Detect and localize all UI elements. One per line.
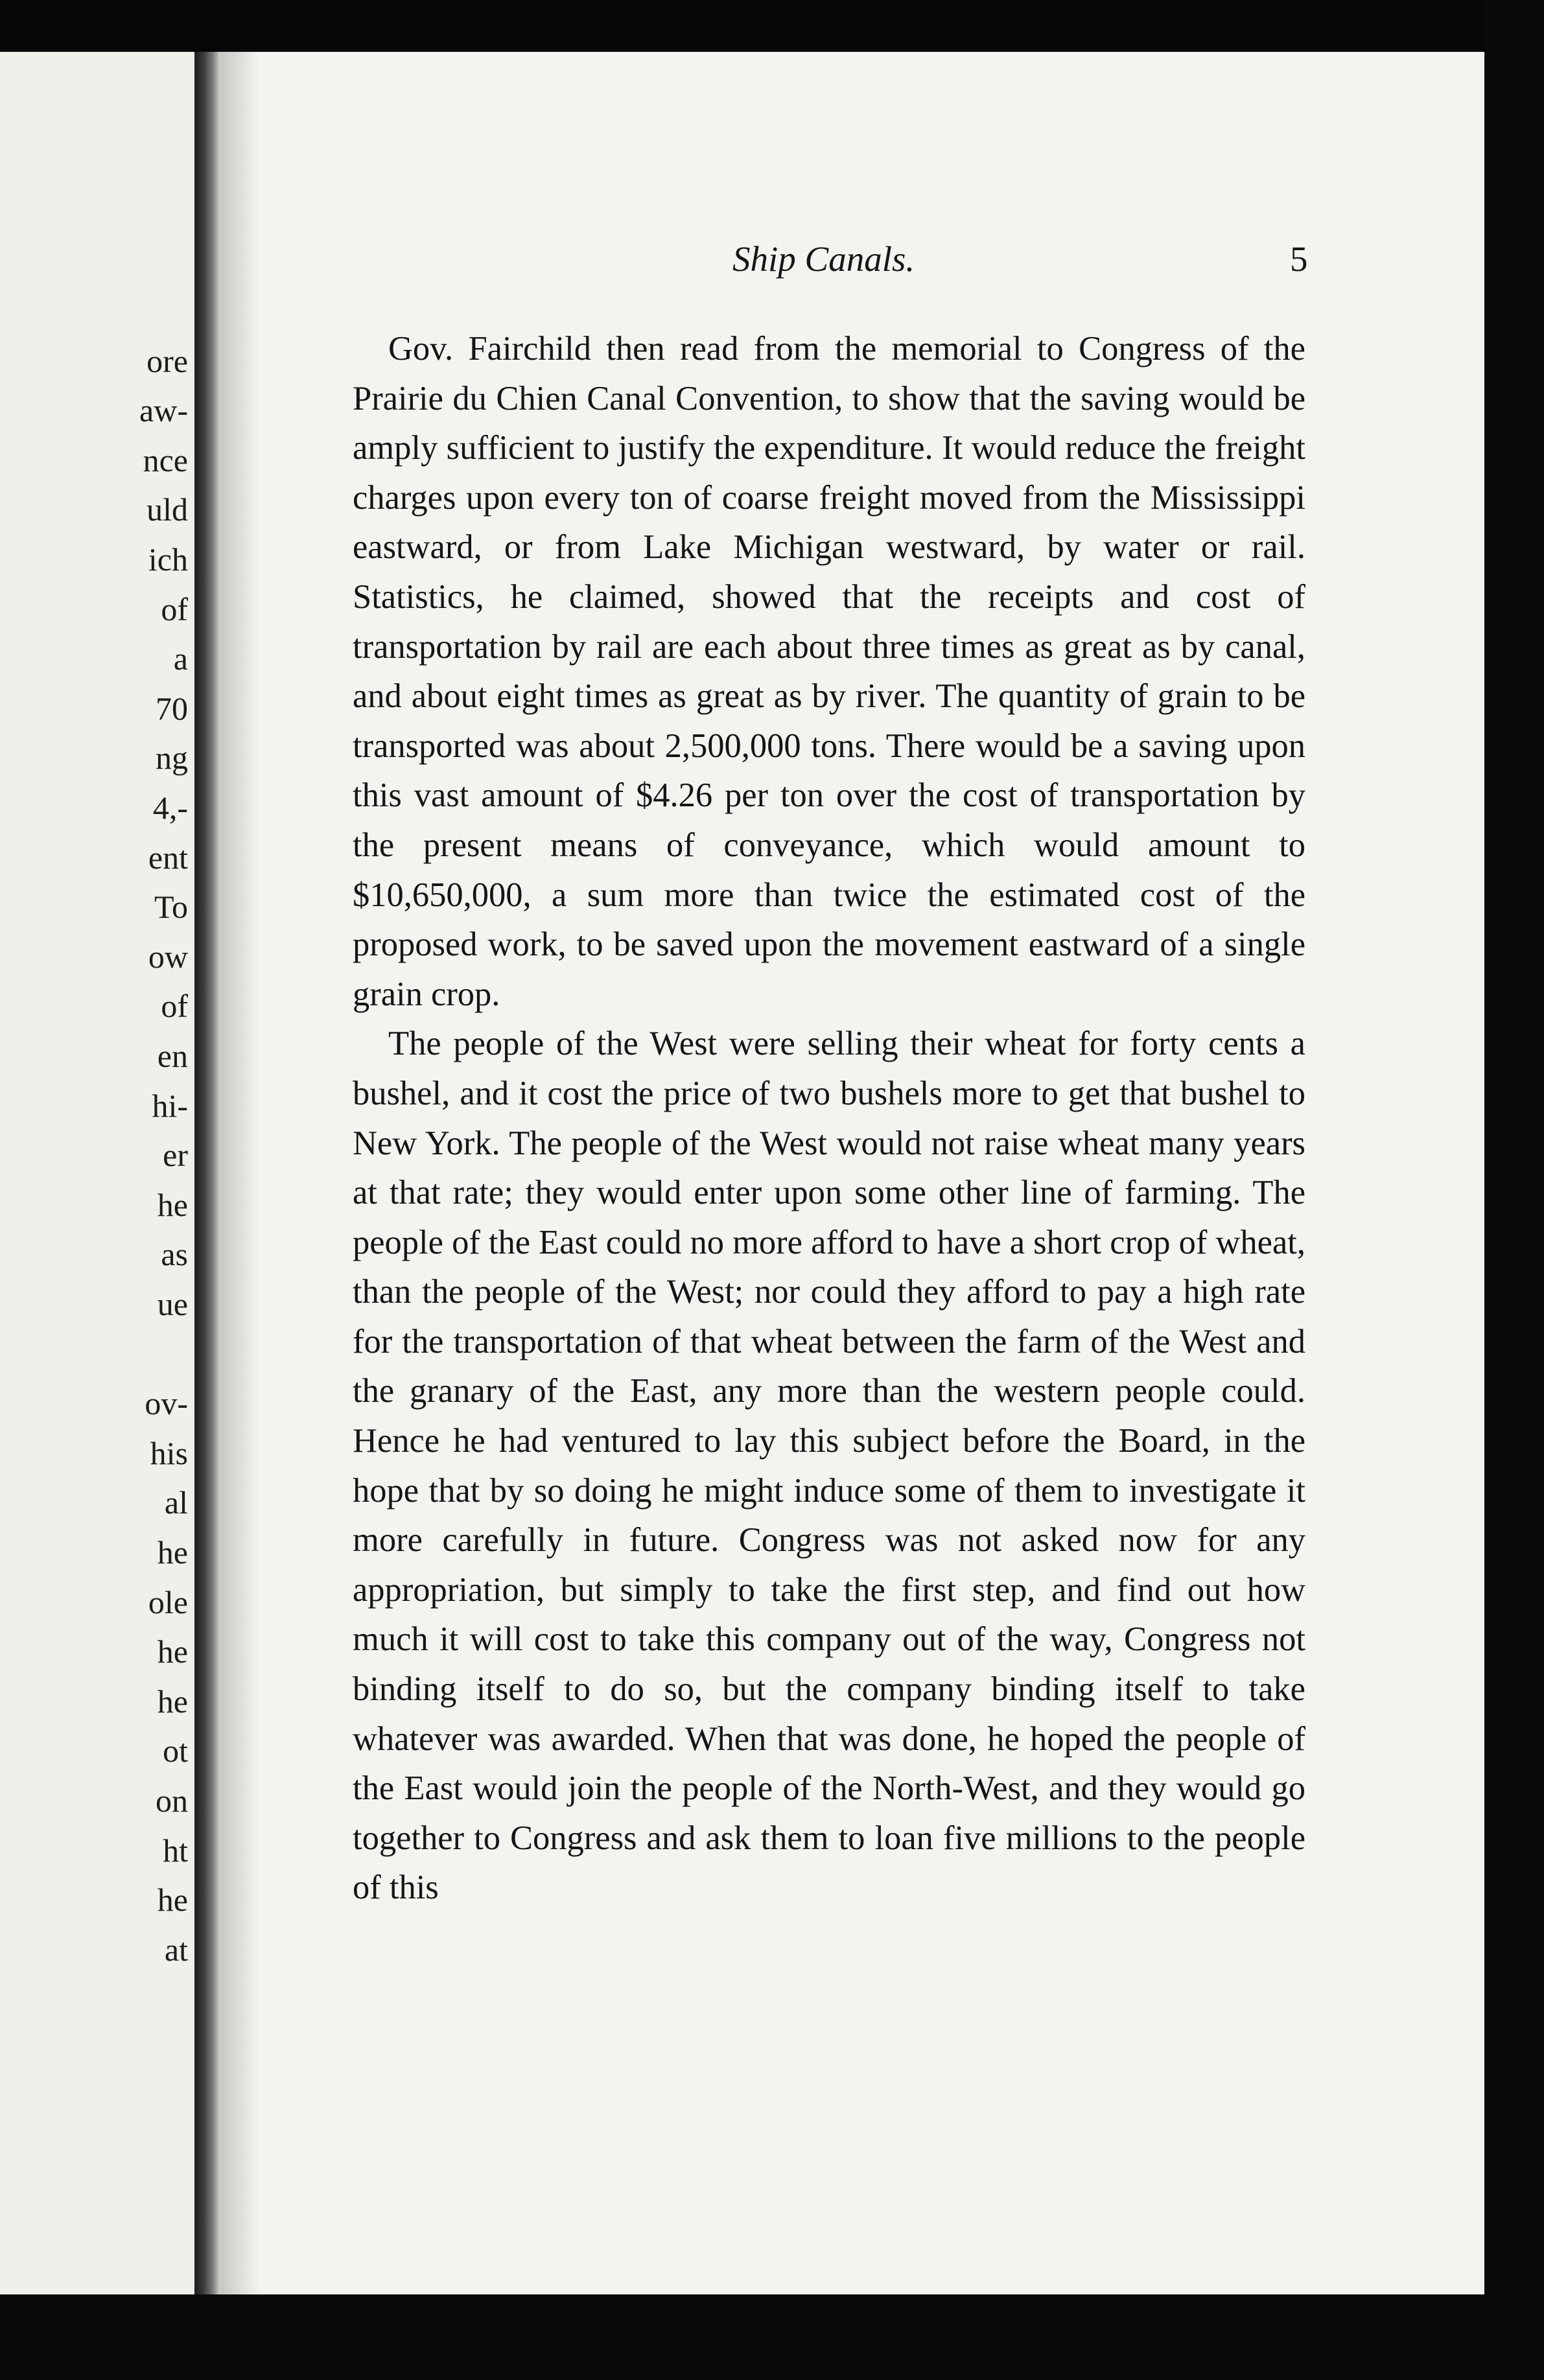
scan-right-border <box>1484 0 1544 2380</box>
previous-page-line: ov- <box>145 1385 188 1421</box>
page-shadow <box>220 52 259 2294</box>
previous-page-line: aw- <box>139 392 188 428</box>
previous-page-line: er <box>163 1137 188 1173</box>
previous-page-line: ore <box>146 343 188 379</box>
page-number: 5 <box>1290 239 1308 279</box>
previous-page-line: ot <box>163 1732 188 1769</box>
previous-page-line: al <box>164 1484 188 1521</box>
book-gutter <box>194 52 220 2294</box>
previous-page-line: 4,- <box>152 789 188 826</box>
previous-page-line: ng <box>156 740 188 776</box>
previous-page-line: ht <box>163 1832 188 1869</box>
previous-page-line: ue <box>157 1286 188 1322</box>
previous-page-line: To <box>154 889 188 925</box>
previous-page-line: he <box>157 1534 188 1570</box>
previous-page-line: as <box>161 1236 188 1272</box>
previous-page-line: at <box>164 1931 188 1968</box>
paragraph: Gov. Fairchild then read from the memorial to Congress of the Prairie du Chien Canal Convention, to show that the saving would be amply sufficient to justify the expenditure. It would reduce the freight charges upon every ton of coarse freight moved from the Mississippi eastward, or from Lake Michigan westward, by water or rail. Statistics, he claimed, showed that the receipts and cost of transportation by rail are each about three times as great as by canal, and about eight times as great as by river. The quantity of grain to be transported was about 2,500,000 tons. There would be a saving upon this vast amount of $4.26 per ton over the cost of transportation by the present means of conveyance, which would amount to $10,650,000, a sum more than twice the estimated cost of the proposed work, to be saved upon the movement eastward of a single grain crop. <box>353 330 1305 1013</box>
previous-page-line: he <box>157 1187 188 1223</box>
previous-page-line: 70 <box>156 690 188 727</box>
previous-page-line: ow <box>148 939 188 975</box>
previous-page-line: his <box>150 1435 188 1471</box>
previous-page-line: he <box>157 1633 188 1670</box>
previous-page-line: nce <box>143 442 188 478</box>
previous-page-line: ent <box>148 839 188 876</box>
previous-page-line: ole <box>148 1584 188 1620</box>
previous-page-line: of <box>161 988 188 1024</box>
previous-page-line: uld <box>146 491 188 528</box>
previous-page-line: ich <box>148 541 188 578</box>
previous-page-line: a <box>173 640 188 677</box>
scan-top-border <box>0 0 1544 52</box>
previous-page-line: he <box>157 1882 188 1918</box>
paragraph: The people of the West were selling their wheat for forty cents a bushel, and it cost the price of two bushels more to get that bushel to New York. The people of the West would not raise wheat many years at that rate; they would enter upon some other line of farming. The people of the East could no more afford to have a short crop of wheat, than the people of the West; nor could they afford to pay a high rate for the transportation of that wheat between the farm of the West and the granary of the East, any more than the western people could. Hence he had ventured to lay this subject before the Board, in the hope that by so doing he might induce some of them to investigate it more carefully in future. Congress was not asked now for any appropriation, but simply to take the first step, and find out how much it will cost to take this company out of the way, Congress not binding itself to do so, but the company binding itself to take whatever was awarded. When that was done, he hoped the people of the East would join the people of the North-West, and they would go together to Congress and ask them to loan five millions to the people of this <box>353 1025 1305 1907</box>
previous-page-line: of <box>161 591 188 627</box>
body-text <box>353 324 1305 1913</box>
running-head: Ship Canals. <box>732 239 915 279</box>
previous-page-line: hi- <box>152 1088 188 1124</box>
previous-page-line: en <box>157 1038 188 1074</box>
previous-page-line: on <box>156 1782 188 1819</box>
previous-page-fragment <box>0 52 194 2294</box>
previous-page-line: he <box>157 1683 188 1720</box>
scan-bottom-border <box>0 2294 1544 2380</box>
